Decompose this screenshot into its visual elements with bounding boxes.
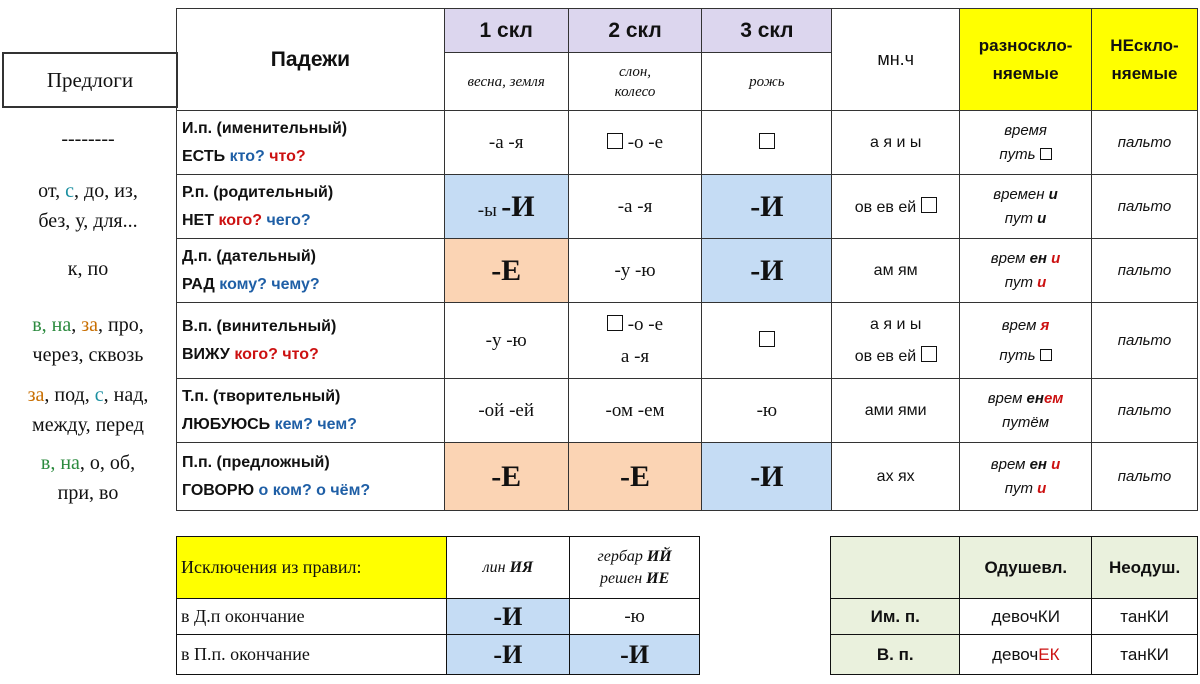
exceptions-col2: гербар ИЙ решен ИЕ xyxy=(570,537,700,599)
gen-decl2: -а -я xyxy=(568,175,702,239)
animacy-table xyxy=(830,536,1198,675)
exceptions-row-dat: в Д.п окончание xyxy=(177,599,447,635)
dat-raznoskl: врем ен и пут и xyxy=(960,239,1092,303)
decl2-example: слон, колесо xyxy=(568,53,702,111)
prep-tv: за, под, с, над, между, перед xyxy=(27,384,149,436)
animacy-corner xyxy=(831,537,960,599)
acc-decl3 xyxy=(702,303,832,379)
case-accusative: В.п. (винительный) ВИЖУ кого? что? xyxy=(177,303,445,379)
dat-decl3: -И xyxy=(702,239,832,303)
header-decl3: 3 скл xyxy=(702,9,832,53)
gen-decl1: -ы -И xyxy=(444,175,568,239)
exceptions-row-prep: в П.п. окончание xyxy=(177,635,447,675)
nom-raznoskl: время путь xyxy=(960,111,1092,175)
prep-rod: от, с, до, из, без, у, для... xyxy=(38,180,138,232)
ins-decl2: -ом -ем xyxy=(568,379,702,443)
dat-decl1: -Е xyxy=(444,239,568,303)
zero-ending-icon xyxy=(921,197,937,213)
nom-decl1: -а -я xyxy=(444,111,568,175)
header-decl2: 2 скл xyxy=(568,9,702,53)
prep-decl2: -Е xyxy=(568,443,702,511)
prep-plural: ах ях xyxy=(832,443,960,511)
decl1-example: весна, земля xyxy=(444,53,568,111)
prep-im: -------- xyxy=(61,128,115,150)
gen-raznoskl: времен и пут и xyxy=(960,175,1092,239)
row-dative xyxy=(177,239,1198,303)
gen-neskl: пальто xyxy=(1092,175,1198,239)
prep-vin: в, на, за, про, через, сквозь xyxy=(32,314,144,366)
gen-plural: ов ев ей xyxy=(832,175,960,239)
animacy-acc-animate: девочЕК xyxy=(960,635,1092,675)
header-neskl: НЕскло- няемые xyxy=(1092,9,1198,111)
ins-decl3: -ю xyxy=(702,379,832,443)
animacy-header-inanimate: Неодуш. xyxy=(1092,537,1198,599)
zero-ending-icon xyxy=(1040,148,1052,160)
nom-neskl: пальто xyxy=(1092,111,1198,175)
ins-plural: ами ями xyxy=(832,379,960,443)
case-prepositional: П.п. (предложный) ГОВОРЮ о ком? о чём? xyxy=(177,443,445,511)
row-accusative xyxy=(177,303,1198,379)
acc-decl2: -о -е а -я xyxy=(568,303,702,379)
acc-raznoskl: врем я путь xyxy=(960,303,1092,379)
prepositions-title: Предлоги xyxy=(46,67,134,92)
gen-decl3: -И xyxy=(702,175,832,239)
dat-plural: ам ям xyxy=(832,239,960,303)
animacy-nom-inanimate: танКИ xyxy=(1092,599,1198,635)
acc-decl1: -у -ю xyxy=(444,303,568,379)
prep-raznoskl: врем ен и пут и xyxy=(960,443,1092,511)
header-plural: мн.ч xyxy=(832,9,960,111)
acc-neskl: пальто xyxy=(1092,303,1198,379)
prep-decl3: -И xyxy=(702,443,832,511)
acc-plural: а я и ы ов ев ей xyxy=(832,303,960,379)
animacy-header-animate: Одушевл. xyxy=(960,537,1092,599)
dat-neskl: пальто xyxy=(1092,239,1198,303)
prep-neskl: пальто xyxy=(1092,443,1198,511)
exceptions-dat-col1: -И xyxy=(446,599,570,635)
zero-ending-icon xyxy=(759,331,775,347)
zero-ending-icon xyxy=(759,133,775,149)
prep-decl1: -Е xyxy=(444,443,568,511)
ins-raznoskl: врем енем путём xyxy=(960,379,1092,443)
zero-ending-icon xyxy=(607,133,623,149)
case-genitive: Р.п. (родительный) НЕТ кого? чего? xyxy=(177,175,445,239)
row-nominative xyxy=(177,111,1198,175)
nom-decl2: -о -е xyxy=(568,111,702,175)
animacy-row-acc: В. п. xyxy=(831,635,960,675)
exceptions-prep-col2: -И xyxy=(570,635,700,675)
row-prepositional xyxy=(177,443,1198,511)
nom-decl3 xyxy=(702,111,832,175)
header-cases: Падежи xyxy=(177,9,445,111)
exceptions-title: Исключения из правил: xyxy=(177,537,447,599)
exceptions-table xyxy=(176,536,700,675)
ins-decl1: -ой -ей xyxy=(444,379,568,443)
exceptions-prep-col1: -И xyxy=(446,635,570,675)
row-instrumental xyxy=(177,379,1198,443)
decl3-example: рожь xyxy=(702,53,832,111)
animacy-row-nom: Им. п. xyxy=(831,599,960,635)
row-genitive xyxy=(177,175,1198,239)
header-raznoskl: разноскло- няемые xyxy=(960,9,1092,111)
prep-pr: в, на, о, об, при, во xyxy=(40,452,136,504)
zero-ending-icon xyxy=(921,346,937,362)
header-decl1: 1 скл xyxy=(444,9,568,53)
declension-table xyxy=(176,8,1198,511)
case-dative: Д.п. (дательный) РАД кому? чему? xyxy=(177,239,445,303)
exceptions-col1: лин ИЯ xyxy=(446,537,570,599)
exceptions-dat-col2: -ю xyxy=(570,599,700,635)
ins-neskl: пальто xyxy=(1092,379,1198,443)
zero-ending-icon xyxy=(1040,349,1052,361)
nom-plural: а я и ы xyxy=(832,111,960,175)
dat-decl2: -у -ю xyxy=(568,239,702,303)
animacy-acc-inanimate: танКИ xyxy=(1092,635,1198,675)
case-instrumental: Т.п. (творительный) ЛЮБУЮСЬ кем? чем? xyxy=(177,379,445,443)
zero-ending-icon xyxy=(607,315,623,331)
animacy-nom-animate: девочКИ xyxy=(960,599,1092,635)
prepositions-header xyxy=(2,52,178,108)
prep-dat: к, по xyxy=(67,258,109,280)
case-nominative: И.п. (именительный) ЕСТЬ кто? что? xyxy=(177,111,445,175)
